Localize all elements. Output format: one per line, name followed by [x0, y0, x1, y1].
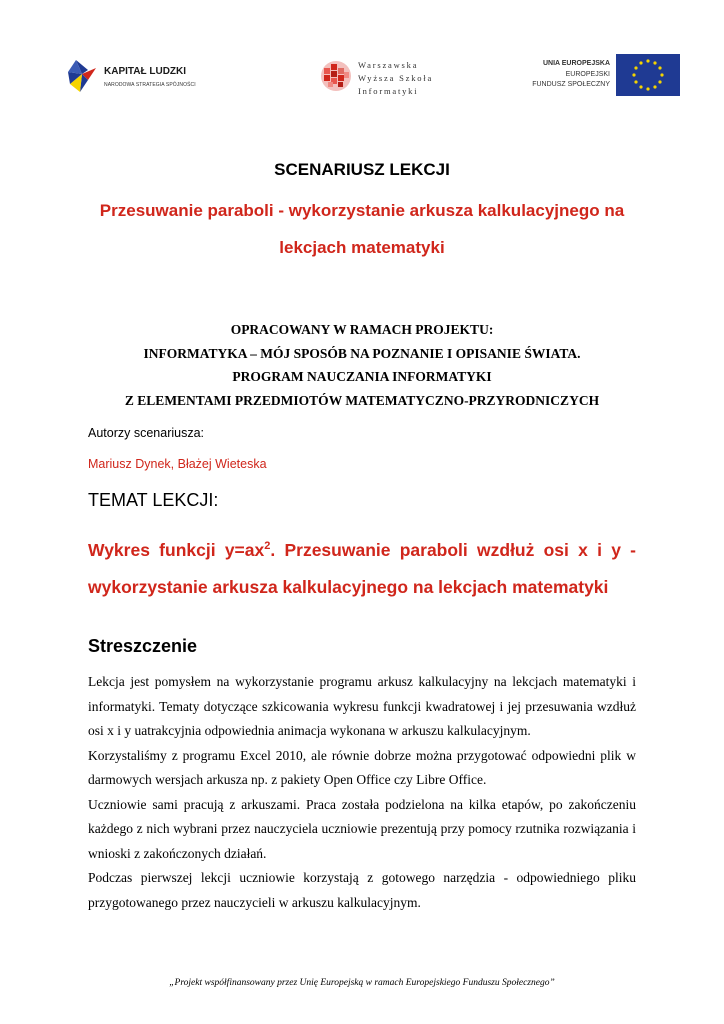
project-line-4: Z ELEMENTAMI PRZEDMIOTÓW MATEMATYCZNO-PRZYRODNICZYCH: [124, 392, 600, 408]
authors-names: Mariusz Dynek, Błażej Wieteska: [88, 457, 267, 471]
eu-logo: [522, 54, 682, 100]
summary-paragraph: Uczniowie sami pracują z arkuszami. Praca została podzielona na kilka etapów, po zakończeniu każdego z nich wybrani przez nauczyciela uczniowie prezentują przy pomocy rzutnika rozwiązania i wnioski z zakończonych działań.: [88, 796, 636, 861]
summary-paragraph: Lekcja jest pomysłem na wykorzystanie programu arkusz kalkulacyjny na lekcjach matematyki i informatyki. Tematy dotyczące szkicowania wykresu funkcji kwadratowej i jej przesuwania wzdłuż osi x i y uatrakcyjnia odpowiednia animacja wykonana w arkuszu kalkulacyjnym.: [88, 674, 636, 738]
project-block: [0, 318, 724, 412]
wwsi-line-3: Informatyki: [358, 86, 419, 96]
project-line-1: OPRACOWANY W RAMACH PROJEKTU:: [230, 322, 494, 337]
document-title: SCENARIUSZ LEKCJI: [274, 160, 450, 179]
lesson-topic-part-2: . Przesuwanie paraboli wzdłuż osi x i y -: [270, 539, 636, 560]
kapital-ludzki-sub: NARODOWA STRATEGIA SPÓJNOŚCI: [104, 82, 196, 88]
kapital-ludzki-star-icon: [66, 56, 100, 96]
summary-paragraph: Korzystaliśmy z programu Excel 2010, ale równie dobrze można przygotować odpowiedni plik w darmowych wersjach arkusza np. z pakiety Open Office czy Libre Office.: [88, 747, 636, 787]
document-subtitle: Przesuwanie paraboli - wykorzystanie arkusza kalkulacyjnego na lekcjach matematyki: [99, 201, 625, 257]
lesson-topic-line-1: [88, 528, 636, 569]
page-footer: „Projekt współfinansowany przez Unię Europejską w ramach Europejskiego Funduszu Społecznego”: [169, 978, 555, 988]
authors-label: Autorzy scenariusza:: [88, 426, 205, 440]
wwsi-line-2: Wyższa Szkoła: [358, 73, 434, 83]
wwsi-line-1: Warszawska: [358, 60, 419, 70]
eu-line-2: EUROPEJSKI: [565, 71, 610, 78]
lesson-topic: [88, 528, 636, 606]
project-line-2: INFORMATYKA – MÓJ SPOSÓB NA POZNANIE I OPISANIE ŚWIATA.: [143, 345, 581, 361]
lesson-topic-line-2: wykorzystanie arkusza kalkulacyjnego na lekcjach matematyki: [88, 576, 609, 597]
lesson-topic-label: TEMAT LEKCJI:: [88, 490, 219, 510]
wwsi-mosaic-icon: [320, 60, 352, 92]
summary-heading: Streszczenie: [88, 636, 198, 656]
eu-flag-icon: [616, 54, 680, 96]
lesson-topic-part-1: Wykres funkcji y=ax: [88, 539, 265, 560]
lesson-topic-exponent: 2: [264, 540, 271, 552]
summary-body: [88, 670, 636, 915]
kapital-ludzki-name: KAPITAŁ LUDZKI: [104, 66, 187, 77]
eu-line-3: FUNDUSZ SPOŁECZNY: [532, 81, 610, 88]
project-line-3: PROGRAM NAUCZANIA INFORMATYKI: [232, 369, 492, 384]
kapital-ludzki-logo: [66, 56, 206, 100]
eu-line-1: UNIA EUROPEJSKA: [542, 60, 610, 67]
summary-paragraph: Podczas pierwszej lekcji uczniowie korzystają z gotowego narzędzia - odpowiedniego pliku przygotowanego przez nauczycieli w arkuszu kalkulacyjnym.: [88, 870, 636, 910]
wwsi-logo: [320, 56, 450, 100]
logo-bar: [0, 52, 724, 102]
